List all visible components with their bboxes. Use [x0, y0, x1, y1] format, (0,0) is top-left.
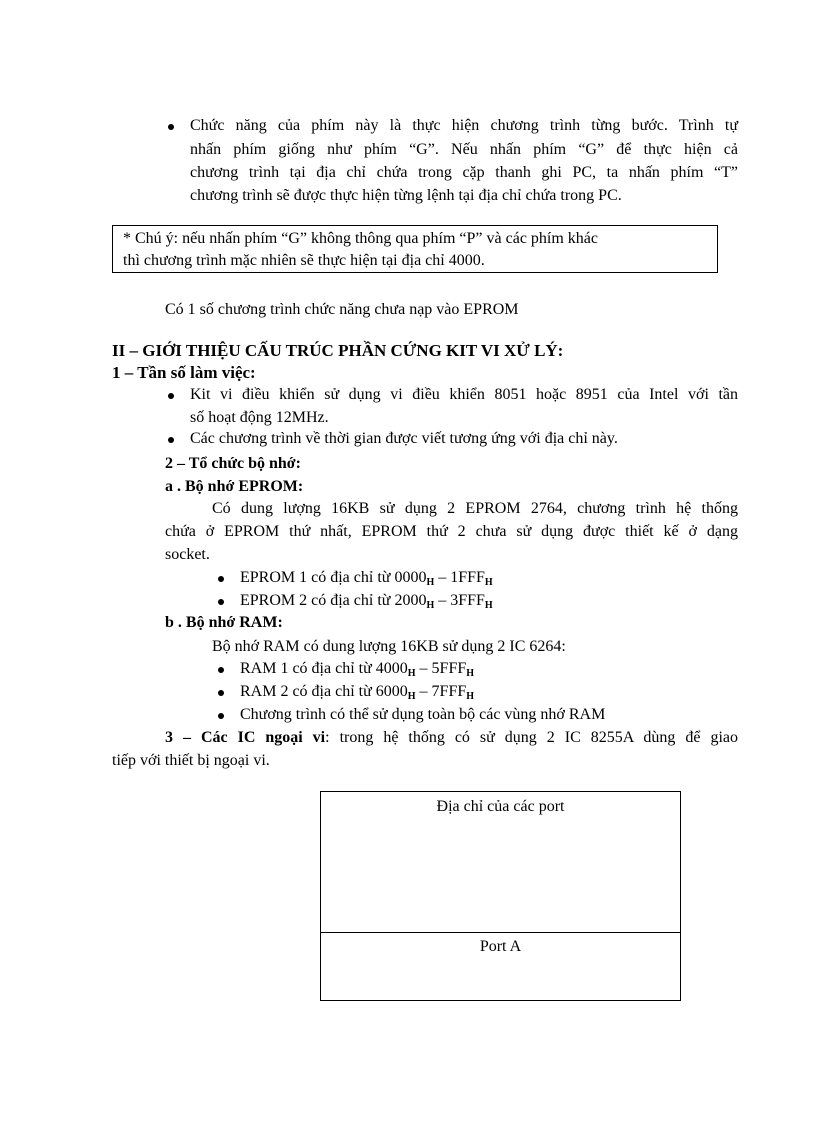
note-line-1: * Chú ý: nếu nhấn phím “G” không thông qua phím “P” và các phím khác	[123, 230, 599, 247]
memory-heading: 2 – Tổ chức bộ nhớ:	[165, 455, 301, 472]
freq-bullet-1-cont: số hoạt động 12MHz.	[190, 409, 329, 426]
freq-bullet-1: Kit vi điều khiển sử dụng vi điều khiển 8051 hoặc 8951 của Intel với tần	[190, 386, 738, 403]
bullet-icon	[218, 690, 224, 696]
intro-line: chương trình tại địa chỉ chứa trong cặp thanh ghi PC, ta nhấn phím “T”	[190, 164, 738, 181]
ram-description: Bộ nhớ RAM có dung lượng 16KB sử dụng 2 IC 6264:	[212, 638, 566, 655]
eprom-note: Có 1 số chương trình chức năng chưa nạp vào EPROM	[165, 301, 519, 318]
table-divider	[321, 932, 680, 933]
eprom-line: Có dung lượng 16KB sử dụng 2 EPROM 2764, chương trình hệ thống	[212, 500, 738, 517]
ram-bullet-3: Chương trình có thể sử dụng toàn bộ các vùng nhớ RAM	[240, 706, 606, 723]
bullet-icon	[218, 667, 224, 673]
eprom-1-address: EPROM 1 có địa chỉ từ $0000_H - 1FFF_H$	[240, 569, 493, 588]
ram-2-address: RAM 2 có địa chỉ từ $6000_H - 7FFF_H$	[240, 683, 475, 702]
bullet-icon	[168, 437, 174, 443]
bullet-icon	[218, 713, 224, 719]
port-table-header: Địa chỉ của các port	[436, 798, 565, 815]
ic-text: : trong hệ thống có sử dụng 2 IC 8255A dùng để giao	[325, 729, 738, 746]
freq-heading: 1 – Tần số làm việc:	[112, 363, 256, 382]
eprom-heading: a . Bộ nhớ EPROM:	[165, 478, 304, 495]
intro-line: Chức năng của phím này là thực hiện chương trình từng bước. Trình tự	[190, 117, 738, 134]
intro-line: chương trình sẽ được thực hiện từng lệnh tại địa chỉ chứa trong PC.	[190, 187, 622, 204]
bullet-icon	[168, 393, 174, 399]
ram-heading: b . Bộ nhớ RAM:	[165, 614, 283, 631]
bullet-icon	[168, 124, 174, 130]
section-heading: II – GIỚI THIỆU CẤU TRÚC PHẦN CỨNG KIT VI XỬ LÝ:	[112, 341, 564, 360]
eprom-line: socket.	[165, 546, 210, 563]
note-box	[112, 225, 718, 273]
eprom-2-address: EPROM 2 có địa chỉ từ $2000_H - 3FFF_H$	[240, 592, 493, 611]
bullet-icon	[218, 576, 224, 582]
ic-heading: 3 – Các IC ngoại vi	[165, 729, 326, 746]
port-a-row: Port A	[479, 938, 522, 955]
bullet-icon	[218, 599, 224, 605]
ram-1-address: RAM 1 có địa chỉ từ $4000_H - 5FFF_H$	[240, 660, 475, 679]
note-line-2: thì chương trình mặc nhiên sẽ thực hiện tại địa chỉ 4000.	[123, 252, 485, 269]
ic-paragraph-line-2: tiếp với thiết bị ngoại vi.	[112, 752, 270, 769]
intro-line: nhấn phím giống như phím “G”. Nếu nhấn phím “G” để thực hiện cả	[190, 141, 738, 158]
ic-paragraph-line-1	[165, 729, 738, 747]
eprom-line: chứa ở EPROM thứ nhất, EPROM thứ 2 chưa sử dụng được thiết kế ở dạng	[165, 523, 738, 540]
freq-bullet-2: Các chương trình về thời gian được viết tương ứng với địa chỉ này.	[190, 430, 618, 447]
port-address-table	[320, 791, 681, 1001]
